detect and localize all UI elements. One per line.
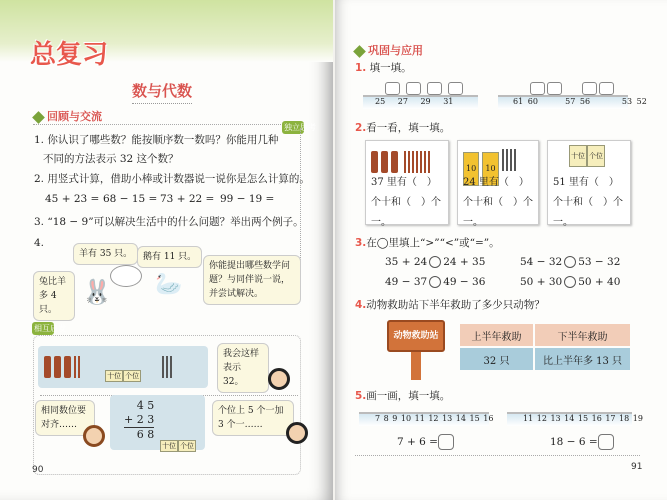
section-label: 回顾与交流 — [47, 110, 102, 123]
bubble-rabbit: 兔比羊多 4 只。 — [33, 271, 75, 321]
rescue-sign: 动物救助站 — [387, 320, 445, 352]
sign-post — [411, 350, 421, 380]
section-heading — [355, 42, 423, 58]
table-header: 上半年救助 — [460, 324, 533, 346]
divider — [33, 124, 303, 125]
card: 十位 个位 51 里有（ ）个十和（ ）个一。 — [547, 140, 631, 225]
ones-label: 个位 — [125, 372, 140, 380]
diamond-icon — [32, 111, 45, 124]
tens-label: 十位 — [107, 372, 122, 380]
question-1: 1. 你认识了哪些数？能按顺序数一数吗？你能用几种 — [34, 134, 279, 146]
question-1: 1. 填一填。 — [355, 62, 412, 74]
comparison: 54 − 32 53 − 32 — [520, 256, 621, 268]
goose-icon: 🦢 — [155, 272, 183, 297]
bubble-goose: 鹅有 11 只。 — [137, 246, 202, 268]
question-1-cont: 不同的方法表示 32 这个数？ — [43, 153, 179, 165]
equation: 7 + 6 = — [397, 434, 454, 450]
page-title: 总复习 — [30, 40, 109, 70]
boy-avatar — [268, 368, 290, 390]
card: 10 10 24 里有（ ）个十和（ ）个一。 — [457, 140, 539, 225]
answer-box[interactable] — [438, 434, 454, 450]
bubble-sheep: 羊有 35 只。 — [73, 243, 138, 265]
sheep-icon — [110, 265, 142, 287]
right-page — [335, 0, 667, 500]
equation: 99 − 19 = — [220, 193, 275, 205]
number-line: 11 12 13 14 15 16 17 18 19 — [507, 412, 632, 426]
bubble-align: 相同数位要对齐…… — [35, 400, 95, 436]
equation: 45 + 23 = — [45, 193, 100, 205]
representation-box — [38, 346, 208, 388]
number-line: 61 60 57 56 53 52 — [498, 95, 628, 109]
number-line: 25 27 29 31 — [363, 95, 478, 109]
boy-avatar — [286, 422, 308, 444]
vertical-calc-box — [110, 395, 205, 450]
chapter-subtitle: 数与代数 — [132, 80, 192, 104]
section-label: 巩固与应用 — [368, 44, 423, 57]
divider — [355, 455, 640, 456]
bubble-ones: 个位上 5 个一加 3 个一…… — [212, 400, 294, 436]
question-5: 5.画一画，填一填。 — [355, 390, 451, 402]
page-number: 91 — [631, 462, 643, 472]
card: 37 里有（ ）个十和（ ）个一。 — [365, 140, 449, 225]
sum: 6 8 — [136, 428, 155, 441]
boy-avatar — [83, 425, 105, 447]
equation: 18 − 6 = — [550, 434, 614, 450]
equation: 73 + 22 = — [160, 193, 215, 205]
rabbit-icon: 🐰 — [82, 278, 112, 306]
section-heading — [34, 108, 102, 124]
comparison: 49 − 37 49 − 36 — [385, 276, 486, 288]
independent-tag: 独立思考 — [284, 123, 316, 132]
question-2: 2.看一看，填一填。 — [355, 122, 451, 134]
question-2: 2. 用竖式计算，借助小棒或计数器说一说你是怎么计算的。 — [34, 173, 310, 185]
answer-box[interactable] — [598, 434, 614, 450]
question-4: 4.动物救助站下半年救助了多少只动物？ — [355, 299, 545, 311]
bubble-question: 你能提出哪些数学问题？与同伴说一说，并尝试解决。 — [203, 255, 301, 305]
equation: 68 − 15 = — [103, 193, 158, 205]
question-4: 4. — [34, 237, 45, 249]
bubble-32: 我会这样表示 32。 — [217, 343, 269, 393]
addend-bottom: + 2 3 — [124, 413, 155, 426]
question-3: 3.在◯里填上“>”“<”或“=”。 — [355, 237, 500, 249]
table-cell: 32 只 — [460, 348, 533, 370]
left-page — [0, 0, 333, 500]
ones-label: 个位 — [180, 442, 194, 450]
rescue-table — [458, 322, 632, 372]
diamond-icon — [353, 45, 366, 58]
comparison: 35 + 24 24 + 35 — [385, 256, 486, 268]
question-3: 3. “18 − 9”可以解决生活中的什么问题？举出两个例子。 — [34, 216, 304, 228]
number-line: 7 8 9 10 11 12 13 14 15 16 — [359, 412, 489, 426]
tens-label: 十位 — [162, 442, 176, 450]
table-header: 下半年救助 — [535, 324, 630, 346]
mutual-tag: 相互启发 — [34, 324, 66, 333]
page-number: 90 — [32, 465, 44, 475]
comparison: 50 + 30 50 + 40 — [520, 276, 621, 288]
addend-top: 4 5 — [136, 399, 155, 412]
table-cell: 比上半年多 13 只 — [535, 348, 630, 370]
